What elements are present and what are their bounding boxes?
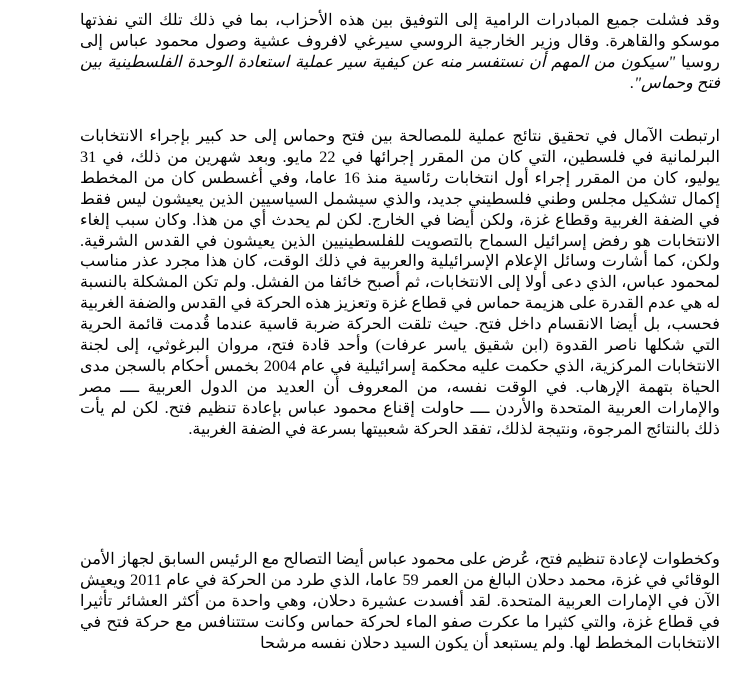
- paragraph-text: وكخطوات لإعادة تنظيم فتح، عُرض على محمود عباس أيضا التصالح مع الرئيس السابق لجهاز الأمن الوقائي في غزة، محمد دحلان البالغ من العمر 59 عاما، الذي طرد من الحركة في عام 2011 ويعيش الآن في الإمارات العربية المتحدة. لقد أفسدت عشيرة دحلان، وهي واحدة من أكثر العشائر تأثيرا في قطاع غزة، والتي كثيرا ما عكرت صفو الماء لحركة حماس وكانت ستتنافس مع حركة فتح في الانتخابات المخطط لها. ولم يستبعد أن يكون السيد دحلان نفسه مرشحا: [80, 550, 720, 652]
- paragraph-fatah-reorganization: [80, 549, 720, 654]
- paragraph-elections: [80, 126, 720, 440]
- paragraph-text: وقد فشلت جميع المبادرات الرامية إلى التوفيق بين هذه الأحزاب، بما في ذلك تلك التي نفذتها موسكو والقاهرة. وقال وزير الخارجية الروسي سيرغي لافروف عشية وصول محمود عباس إلى روسيا: [80, 11, 721, 71]
- paragraph-text: ارتبطت الآمال في تحقيق نتائج عملية للمصالحة بين فتح وحماس إلى حد كبير بإجراء الانتخابات البرلمانية في فلسطين، التي كان من المقرر إجرائها في 22 مايو. وبعد شهرين من ذلك، في 31 يوليو، كان من المقرر إجراء أول انتخابات رئاسية منذ 16 عاما، وفي أغسطس كان من المخطط إكمال تشكيل مجلس وطني فلسطيني جديد، والذي سيشمل السياسيين الذين يعيشون ليس فقط في الضفة الغربية وقطاع غزة، ولكن أيضا في الخارج. لكن لم يحدث أي من هذا. وكان سبب إلغاء الانتخابات هو رفض إسرائيل السماح بالتصويت للفلسطينيين الذين يعيشون في القدس الشرقية. ولكن، كما أشارت وسائل الإعلام الإسرائيلية والعربية في ذلك الوقت، كان هذا مجرد عذر مناسب لمحمود عباس، الذي دعى أولا إلى الانتخابات، ثم أصبح خائفا من الفشل. ولم تكن المشكلة بالنسبة له هي عدم القدرة على هزيمة حماس في قطاع غزة وتعزيز هذه الحركة في القدس والضفة الغربية فحسب، بل أيضا الانقسام داخل فتح. حيث تلقت الحركة ضربة قاسية عندما قُدمت قائمة الحرية التي شكلها ناصر القدوة (ابن شقيق ياسر عرفات) وأحد قادة فتح، مروان البرغوثي، إلى لجنة الانتخابات المركزية، الذي حكمت عليه محكمة إسرائيلية في عام 2004 بخمس أحكام بالسجن مدى الحياة بتهمة الإرهاب. في الوقت نفسه، من المعروف أن العديد من الدول العربية ــــ مصر والإمارات العربية المتحدة والأردن ــــ حاولت إقناع محمود عباس بإعادة تنظيم فتح. لكن لم يأت ذلك بالنتائج المرجوة، ونتيجة لذلك، تفقد الحركة شعبيتها بسرعة في الضفة الغربية.: [80, 127, 721, 438]
- paragraph-mediation-initiatives: [80, 10, 720, 94]
- lavrov-quote: "سيكون من المهم أن نستفسر منه عن كيفية سير عملية استعادة الوحدة الفلسطينية بين فتح وحماس".: [80, 52, 720, 92]
